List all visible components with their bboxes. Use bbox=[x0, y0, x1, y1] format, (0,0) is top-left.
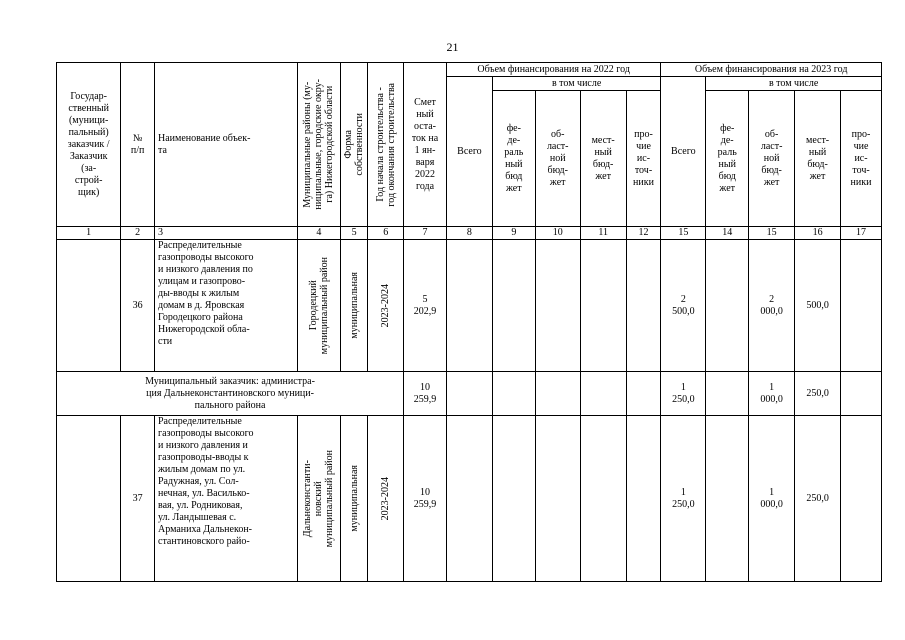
years-text: 2023-2024 bbox=[380, 476, 392, 521]
col-number: 4 bbox=[297, 227, 340, 240]
district-text: Дальнеконстанти- новский муниципальный район bbox=[302, 449, 336, 548]
ownership-text: муниципальная bbox=[348, 465, 360, 532]
col-number: 1 bbox=[57, 227, 121, 240]
col-number: 11 bbox=[580, 227, 626, 240]
cell-empty bbox=[626, 240, 661, 372]
estimate-value: 5 202,9 bbox=[404, 240, 447, 372]
cell-empty bbox=[446, 416, 492, 582]
estimate-value: 10 259,9 bbox=[404, 372, 447, 416]
col-number: 8 bbox=[446, 227, 492, 240]
col-number: 10 bbox=[535, 227, 580, 240]
ownership-cell bbox=[340, 416, 368, 582]
local-2023-value: 250,0 bbox=[795, 372, 841, 416]
cell-empty bbox=[492, 416, 535, 582]
years-text: 2023-2024 bbox=[380, 283, 392, 328]
header-fin-2022: Объем финансирования на 2022 год bbox=[446, 63, 660, 77]
header-ownership bbox=[340, 63, 368, 227]
col-number: 2 bbox=[121, 227, 155, 240]
cell-empty bbox=[492, 372, 535, 416]
header-district-text: Муниципальные районы (му- ниципальные, городские окру- га) Нижегородской области bbox=[302, 79, 336, 210]
cell-empty bbox=[535, 372, 580, 416]
col-number: 6 bbox=[368, 227, 404, 240]
cell-empty bbox=[841, 240, 882, 372]
row-number: 36 bbox=[121, 240, 155, 372]
local-2023-value: 500,0 bbox=[795, 240, 841, 372]
cell-empty bbox=[535, 240, 580, 372]
col-number: 16 bbox=[795, 227, 841, 240]
col-number: 7 bbox=[404, 227, 447, 240]
cell-empty bbox=[535, 416, 580, 582]
cell-empty bbox=[626, 416, 661, 582]
cell-empty bbox=[706, 372, 749, 416]
header-including-2022: в том числе bbox=[492, 77, 660, 91]
col-number: 15 bbox=[661, 227, 706, 240]
header-local-2023: мест- ный бюд- жет bbox=[795, 91, 841, 227]
district-text: Городецкий муниципальный район bbox=[307, 256, 330, 355]
header-years-text: Год начала строительства - год окончания строительства bbox=[374, 82, 397, 207]
col-number: 3 bbox=[155, 227, 298, 240]
header-years bbox=[368, 63, 404, 227]
object-name: Распределительные газопроводы высокого и низкого давления по улицам и газопрово- ды-вводы к жилым домам в д. Яровская Городецкого района Нижегородской обла- сти bbox=[155, 240, 298, 372]
header-row-1 bbox=[57, 63, 882, 77]
header-estimate: Смет ный оста- ток на 1 ян- варя 2022 года bbox=[404, 63, 447, 227]
cell-empty bbox=[841, 416, 882, 582]
regional-2023-value: 1 000,0 bbox=[749, 372, 795, 416]
table-row-37 bbox=[57, 416, 882, 582]
col-number: 12 bbox=[626, 227, 661, 240]
cell-empty bbox=[841, 372, 882, 416]
regional-2023-value: 1 000,0 bbox=[749, 416, 795, 582]
header-object-name: Наименование объек- та bbox=[155, 63, 298, 227]
header-local-2022: мест- ный бюд- жет bbox=[580, 91, 626, 227]
table-row-36 bbox=[57, 240, 882, 372]
ownership-cell bbox=[340, 240, 368, 372]
col-number: 5 bbox=[340, 227, 368, 240]
total-2023-value: 2 500,0 bbox=[661, 240, 706, 372]
years-cell bbox=[368, 416, 404, 582]
header-federal-2022: фе- де- раль ный бюд жет bbox=[492, 91, 535, 227]
header-total-2022: Всего bbox=[446, 77, 492, 227]
district-cell bbox=[297, 240, 340, 372]
district-cell bbox=[297, 416, 340, 582]
customer-row bbox=[57, 372, 882, 416]
cell-empty bbox=[706, 240, 749, 372]
total-2023-value: 1 250,0 bbox=[661, 372, 706, 416]
header-other-2023: про- чие ис- точ- ники bbox=[841, 91, 882, 227]
cell-empty bbox=[580, 416, 626, 582]
cell-empty bbox=[446, 240, 492, 372]
page-number: 21 bbox=[446, 40, 459, 54]
header-district bbox=[297, 63, 340, 227]
cell-empty bbox=[446, 372, 492, 416]
header-ownership-text: Форма собственности bbox=[343, 113, 366, 176]
col-number: 15 bbox=[749, 227, 795, 240]
header-including-2023: в том числе bbox=[706, 77, 882, 91]
cell-empty bbox=[57, 416, 121, 582]
object-name: Распределительные газопроводы высокого и низкого давления и газопроводы-вводы к жилым домам по ул. Радужная, ул. Сол- нечная, ул. Василько- вая, ул. Родниковая, ул. Ландышевая с. Арманиха Дальнекон- стантиновского райо- bbox=[155, 416, 298, 582]
estimate-value: 10 259,9 bbox=[404, 416, 447, 582]
header-customer: Государ- ственный (муници- пальный) заказчик / Заказчик (за- строй- щик) bbox=[57, 63, 121, 227]
ownership-text: муниципальная bbox=[348, 272, 360, 339]
customer-label: Муниципальный заказчик: администра- ция Дальнеконстантиновского муници- пального района bbox=[57, 372, 404, 416]
header-num: № п/п bbox=[121, 63, 155, 227]
cell-empty bbox=[57, 240, 121, 372]
total-2023-value: 1 250,0 bbox=[661, 416, 706, 582]
col-number: 14 bbox=[706, 227, 749, 240]
years-cell bbox=[368, 240, 404, 372]
row-number: 37 bbox=[121, 416, 155, 582]
header-regional-2023: об- ласт- ной бюд- жет bbox=[749, 91, 795, 227]
header-regional-2022: об- ласт- ной бюд- жет bbox=[535, 91, 580, 227]
header-federal-2023: фе- де- раль ный бюд жет bbox=[706, 91, 749, 227]
col-number: 17 bbox=[841, 227, 882, 240]
header-total-2023: Всего bbox=[661, 77, 706, 227]
cell-empty bbox=[580, 372, 626, 416]
col-number: 9 bbox=[492, 227, 535, 240]
regional-2023-value: 2 000,0 bbox=[749, 240, 795, 372]
cell-empty bbox=[492, 240, 535, 372]
cell-empty bbox=[626, 372, 661, 416]
column-number-row bbox=[57, 227, 882, 240]
local-2023-value: 250,0 bbox=[795, 416, 841, 582]
cell-empty bbox=[580, 240, 626, 372]
financing-table bbox=[56, 62, 882, 582]
cell-empty bbox=[706, 416, 749, 582]
header-other-2022: про- чие ис- точ- ники bbox=[626, 91, 661, 227]
header-fin-2023: Объем финансирования на 2023 год bbox=[661, 63, 882, 77]
